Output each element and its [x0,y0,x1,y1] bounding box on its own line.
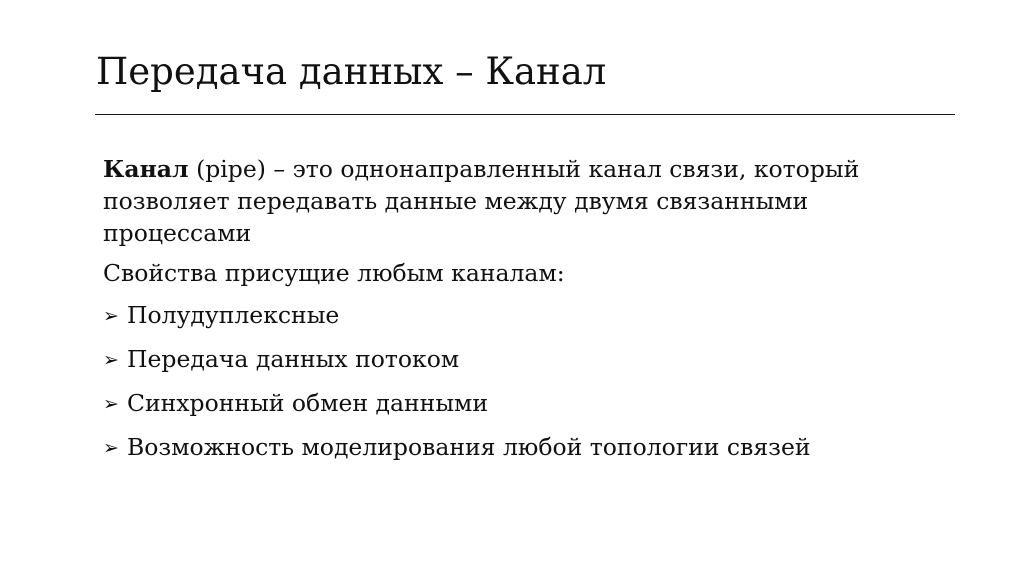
bullet-text: Полудуплексные [127,301,340,329]
slide-body [103,153,943,475]
bullet-item-stream-transfer [103,343,943,376]
bullet-text: Возможность моделирования любой топологии связей [127,433,811,461]
arrow-bullet-icon: ➢ [103,437,119,459]
definition-paragraph [103,153,943,249]
slide-title: Передача данных – Канал [96,50,607,93]
bullet-text: Передача данных потоком [127,345,460,373]
arrow-bullet-icon: ➢ [103,393,119,415]
definition-term: Канал [103,155,189,183]
definition-text: (pipe) – это однонаправленный канал связи, который позволяет передавать данные между двумя связанными процессами [103,155,860,247]
title-divider [95,114,955,115]
bullet-text: Синхронный обмен данными [127,389,488,417]
bullet-item-half-duplex [103,299,943,332]
arrow-bullet-icon: ➢ [103,349,119,371]
bullet-item-topology-modeling [103,431,943,464]
arrow-bullet-icon: ➢ [103,305,119,327]
properties-heading: Свойства присущие любым каналам: [103,259,565,287]
bullet-item-synchronous-exchange [103,387,943,420]
